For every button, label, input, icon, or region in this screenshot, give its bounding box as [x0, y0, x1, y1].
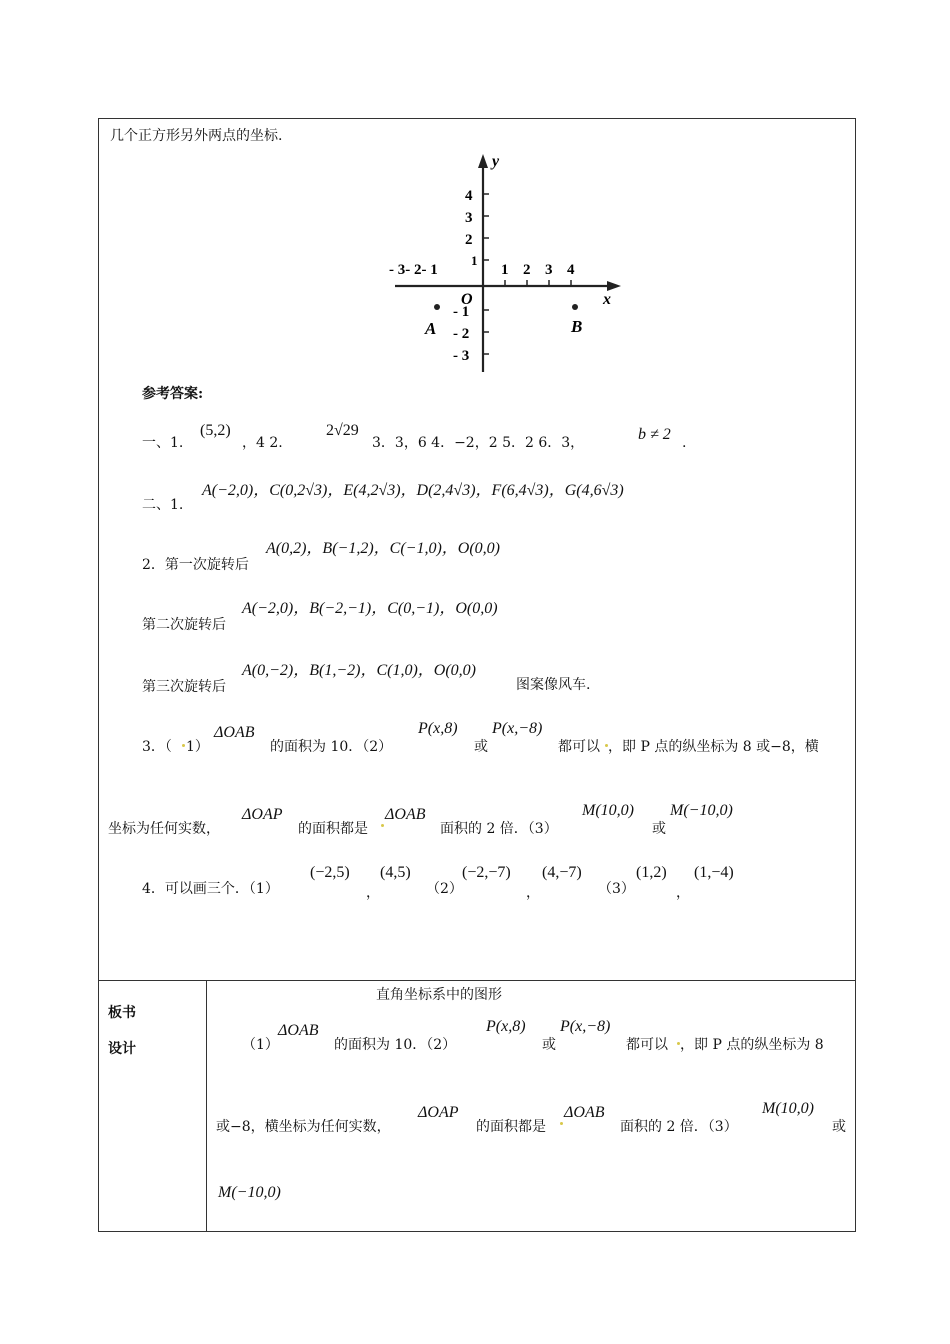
rotation3-label: 第三次旋转后 — [142, 679, 226, 695]
marker-dot — [381, 824, 384, 827]
coordinate-figure — [385, 152, 625, 377]
x-tick-4: 4 — [567, 262, 575, 278]
board-line2-text-1: 或−8，横坐标为任何实数， — [216, 1119, 391, 1135]
board-line1-math-1: ΔOAB — [278, 1022, 319, 1039]
board-line2-text-2: 的面积都是 — [476, 1119, 546, 1135]
q4-comma-3: ， — [676, 885, 690, 901]
board-line1-math-3: P(x,−8) — [560, 1018, 611, 1035]
y-axis-arrow — [478, 154, 488, 168]
board-line1-text-1: 的面积为 10．（2） — [334, 1037, 457, 1053]
y-tick-neg3: - 3 — [453, 348, 470, 364]
q4-math-1: (−2,5) — [310, 864, 350, 881]
board-title: 直角坐标系中的图形 — [376, 987, 502, 1003]
section1-mid-1: ，4 2. — [242, 435, 283, 451]
section1-math-3: b ≠ 2 — [638, 426, 671, 443]
section1-prefix: 一、1. — [142, 435, 184, 451]
section1-math-1: (5,2) — [200, 422, 231, 439]
q3-text-6: 面积的 2 倍．（3） — [440, 821, 558, 837]
q3-math-2: P(x,8) — [418, 720, 458, 737]
y-tick-3: 3 — [465, 210, 473, 226]
row-divider — [98, 980, 856, 981]
column-divider — [206, 980, 207, 1232]
x-ticks-negative: - 3- 2- 1 — [389, 262, 438, 278]
board-line2-or: 或 — [832, 1119, 846, 1135]
x-tick-3: 3 — [545, 262, 553, 278]
y-tick-neg2: - 2 — [453, 326, 470, 342]
rotation1-coords: A(0,2)，B(−1,2)，C(−1,0)，O(0,0) — [266, 540, 500, 557]
x-axis-label: x — [603, 291, 611, 308]
section2-coords: A(−2,0)，C(0,2√3)，E(4,2√3)，D(2,4√3)，F(6,4√3)，G(4,6√3) — [202, 482, 624, 499]
marker-dot — [182, 744, 185, 747]
marker-dot — [560, 1122, 563, 1125]
q3-num1: 1） — [186, 739, 209, 755]
y-tick-neg1: - 1 — [453, 304, 470, 320]
board-line1-text-2: 都可以 — [626, 1037, 668, 1053]
board-line2-math-2: ΔOAB — [564, 1104, 605, 1121]
x-axis-arrow — [607, 281, 621, 291]
q3-text-5: 的面积都是 — [298, 821, 368, 837]
rotation2-coords: A(−2,0)，B(−2,−1)，C(0,−1)，O(0,0) — [242, 600, 498, 617]
q4-part-3: （3） — [598, 881, 635, 897]
q3-math-6: M(10,0) — [582, 802, 634, 819]
board-line1-or: 或 — [542, 1037, 556, 1053]
point-a — [434, 304, 440, 310]
board-line1-text-3: ，即 P 点的纵坐标为 8 — [680, 1037, 824, 1053]
q3-math-3: P(x,−8) — [492, 720, 543, 737]
board-line2-math-1: ΔOAP — [418, 1104, 459, 1121]
board-line2-math-3: M(10,0) — [762, 1100, 814, 1117]
q3-math-5: ΔOAB — [385, 806, 426, 823]
q3-math-7: M(−10,0) — [670, 802, 733, 819]
x-tick-1: 1 — [501, 262, 509, 278]
rotation2-label: 第二次旋转后 — [142, 617, 226, 633]
q3-text-4: 坐标为任何实数， — [108, 821, 220, 837]
q4-comma-1: ， — [366, 885, 380, 901]
point-a-label: A — [425, 319, 437, 338]
x-tick-2: 2 — [523, 262, 531, 278]
section1-end: . — [682, 435, 687, 451]
q4-part-2: （2） — [426, 881, 463, 897]
y-axis-label: y — [492, 153, 500, 170]
board-line1-math-2: P(x,8) — [486, 1018, 526, 1035]
q3-or-1: 或 — [474, 739, 488, 755]
rotation3-tail: 图案像风车. — [516, 677, 591, 693]
y-tick-1: 1 — [471, 253, 478, 268]
q3-text-3: ，即 P 点的纵坐标为 8 或−8，横 — [608, 739, 819, 755]
q3-prefix: 3．（ — [142, 739, 172, 755]
board-label-1: 板书 — [108, 1005, 136, 1021]
q3-text-2: 都可以 — [558, 739, 600, 755]
q3-math-4: ΔOAP — [242, 806, 283, 823]
section2-prefix: 二、1. — [142, 497, 184, 513]
q3-math-1: ΔOAB — [214, 724, 255, 741]
q4-prefix: 4．可以画三个．（1） — [142, 881, 279, 897]
board-label-2: 设计 — [108, 1041, 136, 1057]
q4-math-4: (4,−7) — [542, 864, 582, 881]
rotation1-label: 2．第一次旋转后 — [142, 557, 249, 573]
section1-mid-2: 3．3，6 4．−2，2 5．2 6．3， — [372, 435, 585, 451]
board-line1-part1: （1） — [242, 1037, 279, 1053]
point-b-label: B — [571, 317, 583, 336]
q4-math-6: (1,−4) — [694, 864, 734, 881]
q4-math-5: (1,2) — [636, 864, 667, 881]
q4-comma-2: ， — [526, 885, 540, 901]
intro-text: 几个正方形另外两点的坐标. — [110, 128, 283, 144]
y-tick-2: 2 — [465, 232, 473, 248]
q3-text-1: 的面积为 10．（2） — [270, 739, 393, 755]
rotation3-coords: A(0,−2)，B(1,−2)，C(1,0)，O(0,0) — [242, 662, 476, 679]
q3-or-2: 或 — [652, 821, 666, 837]
q4-math-2: (4,5) — [380, 864, 411, 881]
board-line2-text-3: 面积的 2 倍．（3） — [620, 1119, 738, 1135]
point-b — [572, 304, 578, 310]
q4-math-3: (−2,−7) — [462, 864, 511, 881]
answers-heading: 参考答案: — [142, 386, 204, 402]
board-line3-math-1: M(−10,0) — [218, 1184, 281, 1201]
section1-math-2: 2√29 — [326, 422, 359, 439]
origin-label: O — [461, 291, 473, 308]
y-tick-4: 4 — [465, 188, 473, 204]
